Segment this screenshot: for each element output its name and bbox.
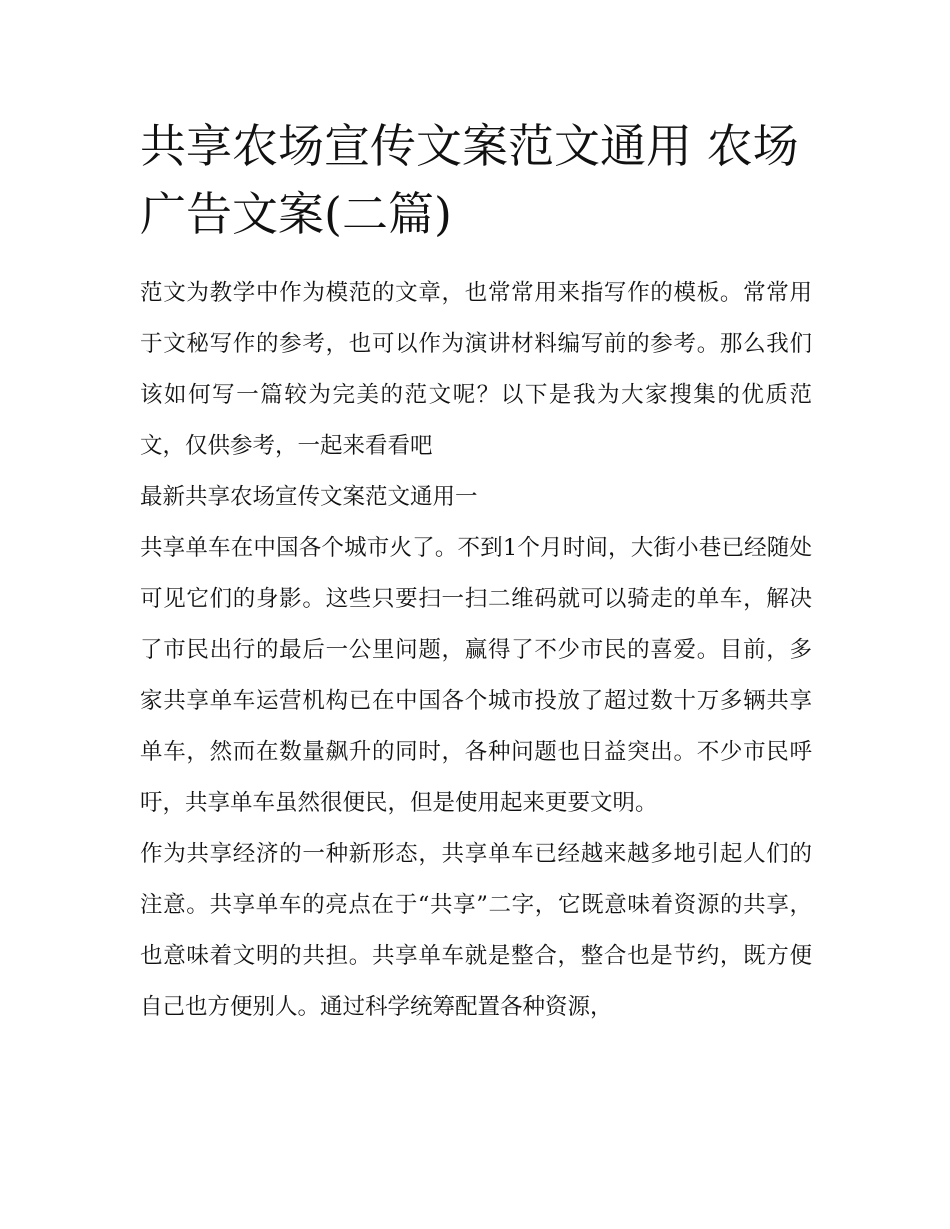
body-paragraph: 共享单车在中国各个城市火了。不到1个月时间，大街小巷已经随处可见它们的身影。这些只要扫一扫二维码就可以骑走的单车，解决了市民出行的最后一公里问题，赢得了不少市民的喜爱。目前，多家共享单车运营机构已在中国各个城市投放了超过数十万多辆共享单车，然而在数量飙升的同时，各种问题也日益突出。不少市民呼吁，共享单车虽然很便民，但是使用起来更要文明。 — [140, 535, 812, 816]
document-body — [140, 268, 812, 1033]
body-paragraph: 作为共享经济的一种新形态，共享单车已经越来越多地引起人们的注意。共享单车的亮点在于“共享”二字，它既意味着资源的共享，也意味着文明的共担。共享单车就是整合，整合也是节约，既方便自己也方便别人。通过科学统筹配置各种资源， — [140, 841, 812, 1020]
intro-paragraph: 范文为教学中作为模范的文章，也常常用来指写作的模板。常常用于文秘写作的参考，也可以作为演讲材料编写前的参考。那么我们该如何写一篇较为完美的范文呢？以下是我为大家搜集的优质范文，仅供参考，一起来看看吧 — [140, 280, 812, 459]
document-title: 共享农场宣传文案范文通用 农场广告文案(二篇) — [140, 119, 799, 241]
document-page — [140, 112, 812, 1033]
section-heading: 最新共享农场宣传文案范文通用一 — [140, 484, 478, 510]
